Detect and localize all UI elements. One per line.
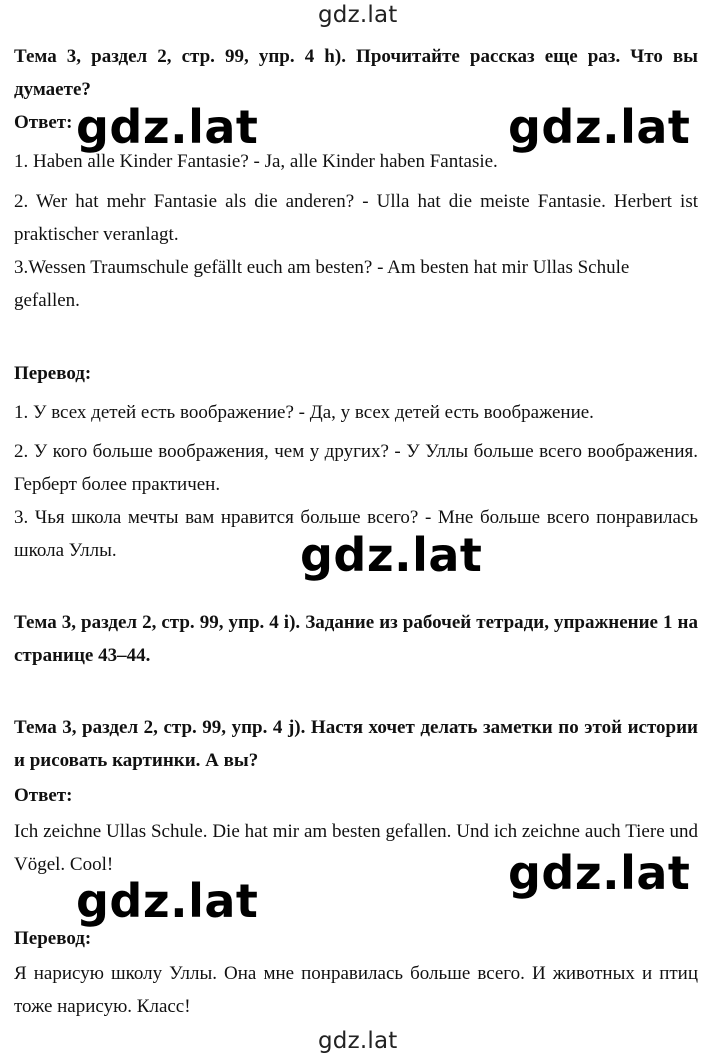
section-2-heading: Тема 3, раздел 2, стр. 99, упр. 4 i). Задание из рабочей тетради, упражнение 1 на странице 43–44. [14, 612, 698, 666]
section-1-answer-3: 3.Wessen Traumschule gefällt euch am besten? - Am besten hat mir Ullas Schule gefallen. [14, 257, 630, 311]
watermark-large-5: gdz.lat [76, 874, 259, 928]
section-3-heading: Тема 3, раздел 2, стр. 99, упр. 4 j). Настя хочет делать заметки по этой истории и рисовать картинки. А вы? [14, 717, 698, 771]
section-1-translation-label: Перевод: [14, 363, 92, 384]
section-1-answer-1: 1. Haben alle Kinder Fantasie? - Ja, alle Kinder haben Fantasie. [14, 151, 498, 172]
watermark-large-1: gdz.lat [76, 100, 259, 154]
section-1-translation-2: 2. У кого больше воображения, чем у других? - У Уллы больше всего воображения. Герберт более практичен. [14, 441, 698, 495]
watermark-large-2: gdz.lat [508, 100, 691, 154]
watermark-large-4: gdz.lat [508, 846, 691, 900]
watermark-bottom: gdz.lat [318, 1028, 398, 1054]
section-1-translation-1: 1. У всех детей есть воображение? - Да, у всех детей есть воображение. [14, 402, 594, 423]
section-1-answer-label: Ответ: [14, 112, 73, 133]
section-3-translation: Я нарисую школу Уллы. Она мне понравилась больше всего. И животных и птиц тоже нарисую. Класс! [14, 963, 698, 1017]
section-1-heading: Тема 3, раздел 2, стр. 99, упр. 4 h). Прочитайте рассказ еще раз. Что вы думаете? [14, 46, 698, 100]
section-3-answer-label: Ответ: [14, 785, 73, 806]
section-3-translation-label: Перевод: [14, 928, 92, 949]
watermark-large-3: gdz.lat [300, 528, 483, 582]
section-1-translation-3: 3. Чья школа мечты вам нравится больше всего? - Мне больше всего понравилась школа Уллы. [14, 507, 698, 561]
watermark-top: gdz.lat [318, 2, 398, 28]
section-3-answer: Ich zeichne Ullas Schule. Die hat mir am besten gefallen. Und ich zeichne auch Tiere und Vögel. Cool! [14, 821, 698, 875]
section-1-answer-2: 2. Wer hat mehr Fantasie als die anderen? - Ulla hat die meiste Fantasie. Herbert ist praktischer veranlagt. [14, 191, 698, 245]
